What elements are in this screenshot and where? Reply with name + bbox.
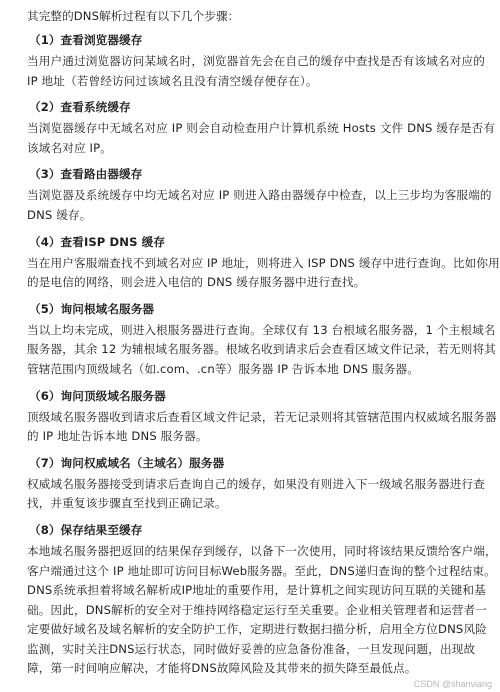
paragraph-line: 当以上均未完成，则进入根服务器进行查询。全球仅有 13 台根域名服务器，1 个主根域名 (27, 322, 496, 337)
paragraph-line: IP 地址（若曾经访问过该域名且没有清空缓存便存在）。 (27, 73, 318, 88)
section-heading: （6）询问顶级域名服务器 (29, 388, 166, 403)
paragraph-line: 的是电信的网络，则会进入电信的 DNS 缓存服务器中进行查找。 (27, 275, 366, 290)
paragraph-line: 顶级域名服务器收到请求后查看区域文件记录，若无记录则将其管辖范围内权威域名服务器 (27, 409, 497, 424)
section-heading: （4）查看ISP DNS 缓存 (29, 234, 166, 249)
paragraph-line: 客户端通过这个 IP 地址即可访问目标Web服务器。至此，DNS递归查询的整个过程结束。 (27, 563, 496, 578)
paragraph-line: 当浏览器缓存中无域名对应 IP 则会自动检查用户计算机系统 Hosts 文件 DNS 缓存是否有 (27, 121, 496, 136)
section-paragraph (27, 542, 497, 679)
paragraph-line: 管辖范围内顶级域名（如.com、.cn等）服务器 IP 告诉本地 DNS 服务器。 (27, 361, 419, 376)
paragraph-line: 定要做好域名及域名解析的安全防护工作，定期进行数据扫描分析，启用全方位DNS风险 (27, 622, 487, 637)
section-paragraph (27, 254, 500, 293)
section-paragraph (27, 52, 486, 91)
section-heading: （2）查看系统缓存 (29, 100, 131, 115)
section-heading: （1）查看浏览器缓存 (29, 33, 143, 47)
section-heading: （3）查看路由器缓存 (29, 167, 143, 182)
sections-container (27, 30, 500, 679)
paragraph-line: 础。因此，DNS解析的安全对于维持网络稳定运行至关重要。企业相关管理者和运营者一 (27, 602, 487, 617)
section-paragraph (27, 119, 496, 158)
paragraph-line: 当在用户客服端查找不到域名对应 IP 地址，则将进入 ISP DNS 缓存中进行查询。比如你用 (27, 255, 500, 270)
paragraph-line: 本地域名服务器把返回的结果保存到缓存，以备下一次使用，同时将该结果反馈给客户端， (27, 543, 497, 558)
paragraph-line: 当用户通过浏览器访问某域名时，浏览器首先会在自己的缓存中查找是否有该域名对应的 (27, 54, 486, 68)
section-paragraph (27, 475, 486, 514)
paragraph-line: 障，第一时间响应解决，才能将DNS故障风险及其带来的损失降至最低点。 (27, 661, 417, 676)
paragraph-line: 的 IP 地址告诉本地 DNS 服务器。 (27, 429, 208, 444)
paragraph-line: 服务器，其余 12 为辅根域名服务器。根域名收到请求后会查看区域文件记录，若无则将其 (27, 342, 496, 357)
section-paragraph (27, 408, 497, 447)
section-heading: （7）询问权威域名（主域名）服务器 (29, 455, 225, 470)
paragraph-line: 该域名对应 IP。 (27, 140, 113, 155)
section-paragraph (27, 186, 492, 225)
paragraph-line: 找，并重复该步骤直至找到正确记录。 (27, 496, 227, 511)
paragraph-line: 权威域名服务器接受到请求后查询自己的缓存，如果没有则进入下一级域名服务器进行查 (27, 476, 486, 491)
paragraph-line: DNS系统承担着将域名解析成IP地址的重要作用，是计算机之间实现访问互联的关键和基 (27, 583, 486, 598)
section-paragraph (27, 321, 496, 380)
csdn-watermark: CSDN @shanviang (413, 679, 492, 689)
paragraph-line: 监测，实时关注DNS运行状态，同时做好妥善的应急备份准备，一旦发现问题，出现故 (27, 641, 476, 656)
paragraph-line: 当浏览器及系统缓存中均无域名对应 IP 则进入路由器缓存中检查，以上三步均为客服端的 (27, 188, 492, 203)
paragraph-line: DNS 缓存。 (27, 207, 92, 222)
section-heading: （8）保存结果至缓存 (29, 522, 143, 537)
section-heading: （5）询问根域名服务器 (29, 301, 155, 316)
intro-text: 其完整的DNS解析过程有以下几个步骤： (27, 9, 240, 23)
